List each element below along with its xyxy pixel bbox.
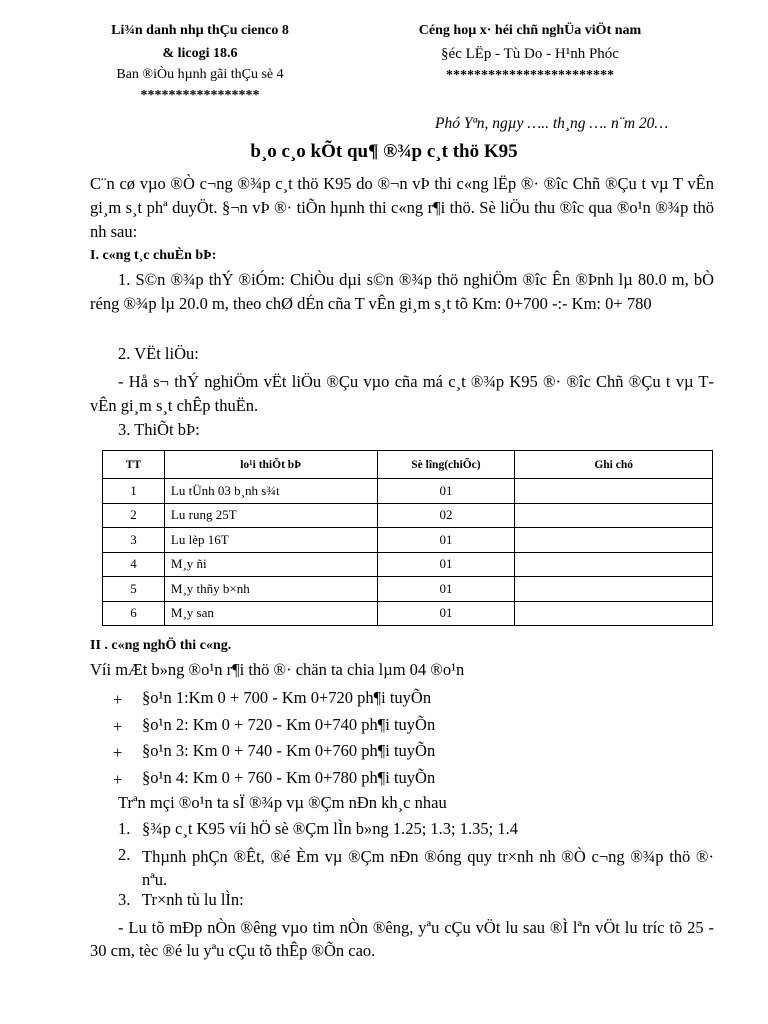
step-text: §¾p c¸t K95 víi hÖ sè ®Çm lÌn b»ng 1.25; 1.3; 1.35; 1.4 (142, 819, 518, 838)
cell-equipment: M¸y san (164, 601, 377, 626)
header-right-line1: Céng hoµ x· héi chñ nghÜa viÖt nam (418, 23, 642, 38)
cell-equipment: Lu lèp 16T (164, 528, 377, 553)
table-row (103, 479, 713, 504)
header-left-line2: & licogi 18.6 (162, 46, 238, 61)
cell-tt: 2 (103, 503, 165, 528)
section2-final-text: - Lu tõ mÐp nÒn ®êng vµo tim nÒn ®êng, yªu cÇu vÖt lu sau ®Ì lªn vÖt lu tríc tõ 25 - 30 cm, tèc ®é lu yªu cÇu tõ thÊp ®Õn cao. (90, 918, 714, 960)
table-row (103, 552, 713, 577)
cell-equipment: Lu rung 25T (164, 503, 377, 528)
header-left-line3: Ban ®iÒu hµnh gãi thÇu sè 4 (116, 67, 284, 82)
segment-bullet: + (113, 770, 123, 789)
table-header-row (103, 451, 713, 479)
section2-note: Trªn mçi ®o¹n ta sÏ ®¾p vµ ®Çm nÐn kh¸c nhau (118, 793, 447, 812)
cell-equipment: M¸y ñi (164, 552, 377, 577)
cell-notes (515, 552, 713, 577)
cell-tt: 1 (103, 479, 165, 504)
cell-tt: 6 (103, 601, 165, 626)
cell-equipment: M¸y thñy b×nh (164, 577, 377, 602)
cell-tt: 5 (103, 577, 165, 602)
cell-notes (515, 601, 713, 626)
equipment-table (102, 450, 713, 626)
cell-quantity: 01 (377, 479, 515, 504)
column-header-notes: Ghi chó (515, 451, 713, 479)
column-header-tt: TT (103, 451, 165, 479)
segment-item: §o¹n 3: Km 0 + 740 - Km 0+760 ph¶i tuyÕn (142, 741, 436, 760)
section1-heading: I. c«ng t¸c chuÈn bÞ: (90, 248, 217, 263)
table-row (103, 601, 713, 626)
column-header-quantity: Sè lîng(chiÕc) (377, 451, 515, 479)
step-number: 2. (118, 845, 131, 864)
cell-quantity: 02 (377, 503, 515, 528)
segment-item: §o¹n 4: Km 0 + 760 - Km 0+780 ph¶i tuyÕn (142, 768, 436, 787)
column-header-equipment-type: lo¹i thiÕt bÞ (164, 451, 377, 479)
section1-item3: 3. ThiÕt bÞ: (118, 420, 200, 439)
table-row (103, 503, 713, 528)
intro-paragraph: C¨n cø vµo ®Ò c¬ng ®¾p c¸t thö K95 do ®¬n vÞ thi c«ng lËp ®· ®îc Chñ ®Çu t vµ T vÊn gi¸m s¸t phª duyÖt. §¬n vÞ ®· tiÕn hµnh thi c«ng r¶i thö. Sè liÖu thu ®îc qua ®o¹n ®¾p thö nh sau: (90, 174, 714, 241)
cell-notes (515, 503, 713, 528)
segment-bullet: + (113, 690, 123, 709)
section1-item1: 1. S©n ®¾p thÝ ®iÓm: ChiÒu dµi s©n ®¾p thö nghiÖm ®îc Ên ®Þnh lµ 80.0 m, bÒ réng ®¾p lµ 20.0 m, theo chØ dÉn cña T vÊn gi¸m s¸t tõ Km: 0+700 -:- Km: 0+ 780 (90, 270, 714, 313)
table-row (103, 528, 713, 553)
segment-item: §o¹n 2: Km 0 + 720 - Km 0+740 ph¶i tuyÕn (142, 715, 436, 734)
section1-item2-text: - Hå s¬ thÝ nghiÖm vËt liÖu ®Çu vµo cña má c¸t ®¾p K95 ®· ®îc Chñ ®Çu t vµ T vÊn gi¸m s¸t chÊp thuËn. (90, 372, 714, 415)
cell-tt: 4 (103, 552, 165, 577)
header-right-line2: §éc LËp - Tù Do - H¹nh Phóc (441, 46, 619, 62)
segment-bullet: + (113, 743, 123, 762)
section1-item2: 2. VËt liÖu: (118, 344, 199, 363)
cell-notes (515, 479, 713, 504)
step-text: Thµnh phÇn ®Êt, ®é Èm vµ ®Çm nÐn ®óng quy tr×nh nh ®Ò c¬ng ®¾p thö ®· nªu. (142, 847, 714, 889)
cell-quantity: 01 (377, 601, 515, 626)
step-number: 1. (118, 819, 131, 838)
section2-intro: Víi mÆt b»ng ®o¹n r¶i thö ®· chän ta chia lµm 04 ®o¹n (90, 660, 465, 679)
cell-quantity: 01 (377, 528, 515, 553)
table-row (103, 577, 713, 602)
step-text: Tr×nh tù lu lÌn: (142, 890, 244, 909)
step-number: 3. (118, 890, 131, 909)
segment-item: §o¹n 1:Km 0 + 700 - Km 0+720 ph¶i tuyÕn (142, 688, 432, 707)
header-left-stars: ***************** (140, 88, 260, 103)
segment-bullet: + (113, 717, 123, 736)
header-left-line1: Li¾n danh nhµ thÇu cienco 8 (111, 23, 289, 38)
cell-notes (515, 577, 713, 602)
cell-quantity: 01 (377, 552, 515, 577)
cell-equipment: Lu tÜnh 03 b¸nh s¾t (164, 479, 377, 504)
section2-heading: II . c«ng nghÖ thi c«ng. (90, 638, 232, 653)
header-right-stars: ************************ (446, 68, 614, 83)
cell-notes (515, 528, 713, 553)
cell-tt: 3 (103, 528, 165, 553)
cell-quantity: 01 (377, 577, 515, 602)
date-line: Phó Yªn, ngµy ….. th¸ng …. n¨m 20… (435, 115, 669, 132)
document-title: b¸o c¸o kÕt qu¶ ®¾p c¸t thö K95 (250, 141, 518, 162)
